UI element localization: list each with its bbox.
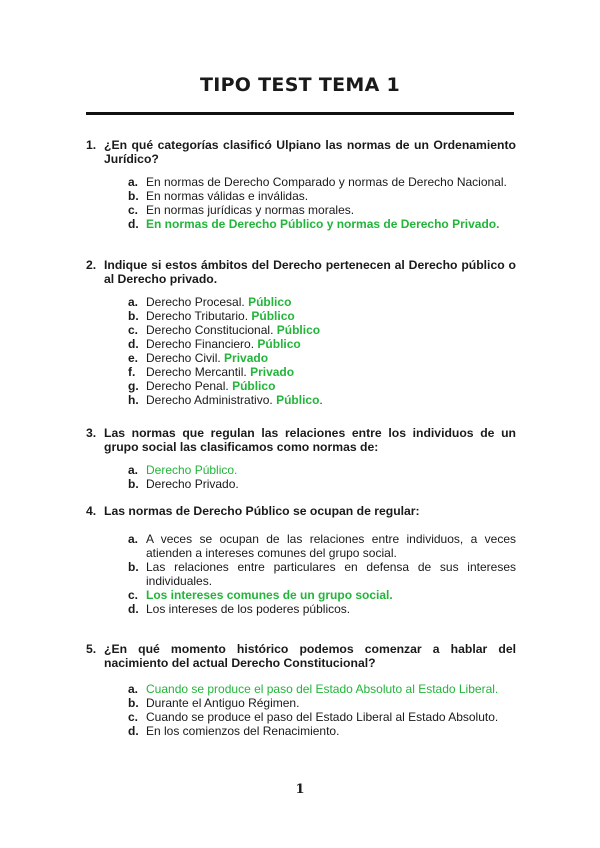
option-text-correct: Cuando se produce el paso del Estado Absoluto al Estado Liberal. bbox=[146, 682, 499, 696]
option-text: Derecho Procesal. bbox=[146, 295, 245, 309]
option-letter: c. bbox=[128, 588, 139, 602]
option-text: Derecho Mercantil. bbox=[146, 365, 247, 379]
option-item bbox=[128, 351, 516, 365]
option-text: Derecho Civil. bbox=[146, 351, 221, 365]
option-item bbox=[128, 203, 516, 217]
option-list bbox=[128, 532, 516, 616]
option-letter: b. bbox=[128, 189, 139, 203]
question-number: 5. bbox=[86, 642, 97, 656]
option-text: Derecho Financiero. bbox=[146, 337, 255, 351]
option-answer: Público bbox=[276, 393, 320, 407]
question-number: 2. bbox=[86, 258, 97, 272]
option-item-correct bbox=[128, 217, 516, 231]
option-letter: a. bbox=[128, 463, 139, 477]
option-text: Derecho Administrativo. bbox=[146, 393, 273, 407]
option-letter: d. bbox=[128, 217, 139, 231]
option-item-correct bbox=[128, 463, 516, 477]
page-number: 1 bbox=[295, 782, 305, 797]
option-letter: d. bbox=[128, 724, 139, 738]
option-text: Cuando se produce el paso del Estado Liberal al Estado Absoluto. bbox=[146, 710, 499, 724]
option-answer: Público bbox=[276, 323, 321, 337]
option-letter: a. bbox=[128, 532, 139, 546]
option-item bbox=[128, 560, 516, 588]
option-text: A veces se ocupan de las relaciones entre individuos, a veces atienden a intereses comunes del grupo social. bbox=[146, 532, 516, 560]
question-text: Las normas que regulan las relaciones entre los individuos de un grupo social las clasificamos como normas de: bbox=[104, 426, 516, 454]
option-letter: b. bbox=[128, 477, 139, 491]
option-text: Durante el Antiguo Régimen. bbox=[146, 696, 300, 710]
question-text: Indique si estos ámbitos del Derecho pertenecen al Derecho público o al Derecho privado. bbox=[104, 258, 516, 286]
option-letter: e. bbox=[128, 351, 139, 365]
question-number: 1. bbox=[86, 138, 97, 152]
option-letter: f. bbox=[128, 365, 136, 379]
option-list bbox=[128, 682, 516, 738]
question-5 bbox=[86, 642, 516, 738]
question-text: ¿En qué momento histórico podemos comenzar a hablar del nacimiento del actual Derecho Constitucional? bbox=[104, 642, 516, 670]
question-2 bbox=[86, 258, 516, 407]
option-text: Las relaciones entre particulares en defensa de sus intereses individuales. bbox=[146, 560, 516, 588]
option-letter: c. bbox=[128, 323, 139, 337]
option-item bbox=[128, 724, 516, 738]
option-text: En normas válidas e inválidas. bbox=[146, 189, 309, 203]
option-answer: Público bbox=[248, 295, 292, 309]
option-item bbox=[128, 379, 516, 393]
option-answer: Público bbox=[251, 309, 295, 323]
option-item bbox=[128, 602, 516, 616]
option-letter: b. bbox=[128, 696, 139, 710]
option-item bbox=[128, 696, 516, 710]
option-letter: h. bbox=[128, 393, 139, 407]
option-text-correct: En normas de Derecho Público y normas de Derecho Privado. bbox=[146, 217, 500, 231]
option-answer: Público bbox=[232, 379, 276, 393]
question-4 bbox=[86, 504, 516, 616]
option-text: Derecho Penal. bbox=[146, 379, 229, 393]
option-item bbox=[128, 477, 516, 491]
option-item bbox=[128, 710, 516, 724]
question-3 bbox=[86, 426, 516, 491]
option-item bbox=[128, 175, 516, 189]
option-item bbox=[128, 309, 516, 323]
question-text: Las normas de Derecho Público se ocupan de regular: bbox=[104, 504, 420, 518]
option-letter: c. bbox=[128, 710, 139, 724]
option-letter: d. bbox=[128, 602, 139, 616]
option-letter: a. bbox=[128, 295, 139, 309]
option-text: Los intereses de los poderes públicos. bbox=[146, 602, 351, 616]
option-letter: b. bbox=[128, 309, 139, 323]
option-text: Derecho Privado. bbox=[146, 477, 239, 491]
option-answer: Privado bbox=[224, 351, 269, 365]
option-item bbox=[128, 532, 516, 560]
question-1 bbox=[86, 138, 516, 231]
option-item bbox=[128, 189, 516, 203]
option-letter: b. bbox=[128, 560, 139, 574]
option-item bbox=[128, 393, 516, 407]
option-list bbox=[128, 175, 516, 231]
option-tail: . bbox=[319, 393, 323, 407]
question-number: 3. bbox=[86, 426, 97, 440]
option-text-correct: Los intereses comunes de un grupo social. bbox=[146, 588, 393, 602]
option-item bbox=[128, 337, 516, 351]
option-text: Derecho Constitucional. bbox=[146, 323, 274, 337]
option-text: Derecho Tributario. bbox=[146, 309, 249, 323]
option-item bbox=[128, 323, 516, 337]
option-item-correct bbox=[128, 588, 516, 602]
option-letter: c. bbox=[128, 203, 139, 217]
option-item bbox=[128, 365, 516, 379]
option-letter: d. bbox=[128, 337, 139, 351]
option-item-correct bbox=[128, 682, 516, 696]
question-number: 4. bbox=[86, 504, 97, 518]
option-item bbox=[128, 295, 516, 309]
option-text: En normas jurídicas y normas morales. bbox=[146, 203, 355, 217]
option-text: En los comienzos del Renacimiento. bbox=[146, 724, 340, 738]
option-letter: a. bbox=[128, 175, 139, 189]
question-text: ¿En qué categorías clasificó Ulpiano las normas de un Ordenamiento Jurídico? bbox=[104, 138, 516, 166]
option-text: En normas de Derecho Comparado y normas de Derecho Nacional. bbox=[146, 175, 507, 189]
option-list bbox=[128, 295, 516, 407]
option-text-correct: Derecho Público. bbox=[146, 463, 238, 477]
option-answer: Privado bbox=[250, 365, 295, 379]
option-list bbox=[128, 463, 516, 491]
page-title: TIPO TEST TEMA 1 bbox=[199, 74, 401, 96]
option-letter: a. bbox=[128, 682, 139, 696]
option-letter: g. bbox=[128, 379, 139, 393]
option-answer: Público bbox=[257, 337, 301, 351]
title-divider bbox=[86, 112, 514, 115]
